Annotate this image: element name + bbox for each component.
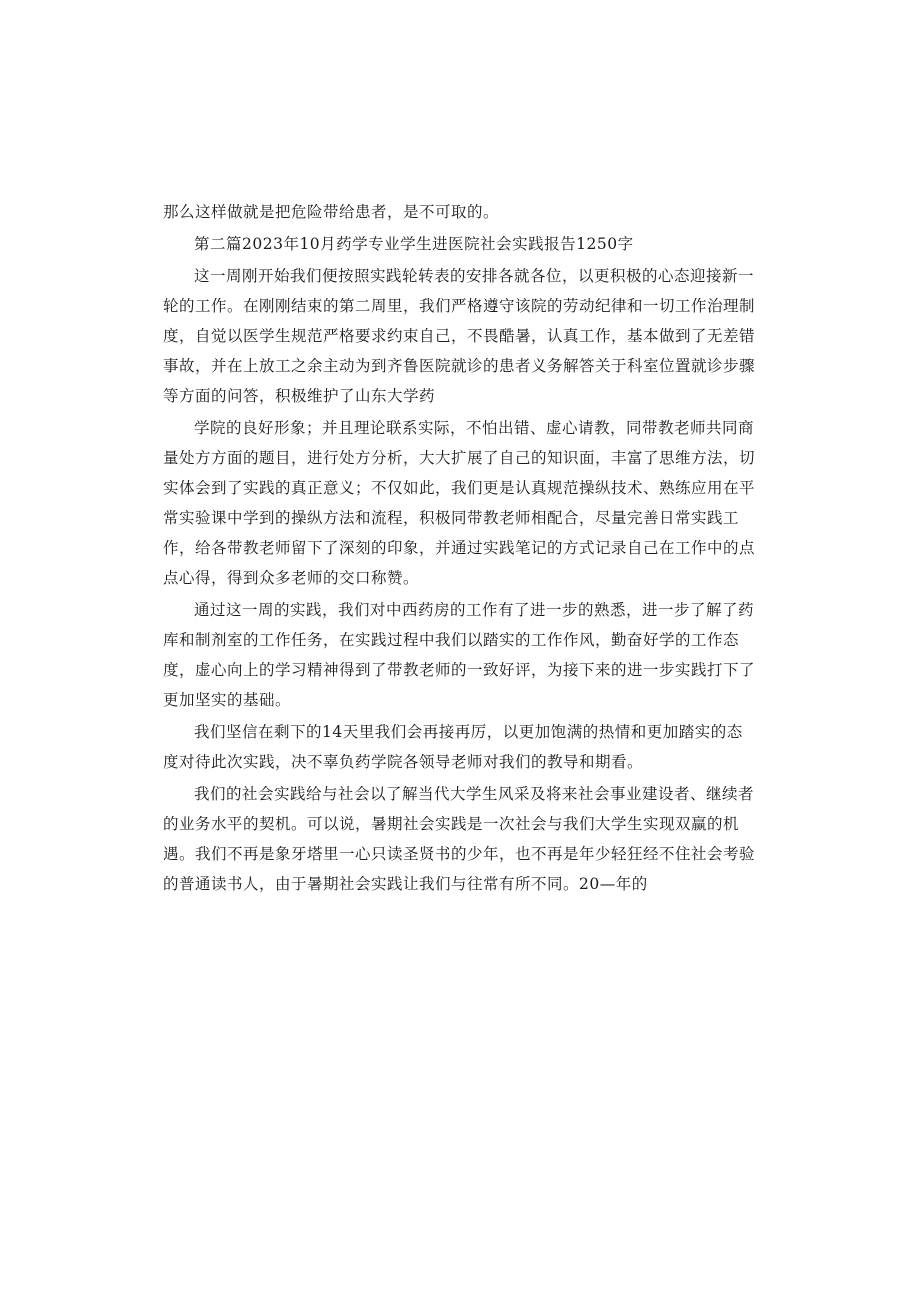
paragraph: 通过这一周的实践，我们对中西药房的工作有了进一步的熟悉，进一步了解了药库和制剂室的工作任务，在实践过程中我们以踏实的工作作风，勤奋好学的工作态度，虚心向上的学习精神得到了带教老师的一致好评，为接下来的进一步实践打下了更加坚实的基础。 — [163, 601, 756, 709]
paragraph: 我们的社会实践给与社会以了解当代大学生风采及将来社会事业建设者、继续者的业务水平的契机。可以说，暑期社会实践是一次社会与我们大学生实现双赢的机遇。我们不再是象牙塔里一心只读圣贤书的少年，也不再是年少轻狂经不住社会考验的普通读书人，由于暑期社会实践让我们与往常有所不同。20—年的 — [163, 785, 756, 893]
paragraph: 我们坚信在剩下的14天里我们会再接再厉，以更加饱满的热情和更加踏实的态度对待此次实践，决不辜负药学院各领导老师对我们的教导和期看。 — [163, 723, 743, 771]
paragraph: 学院的良好形象；并且理论联系实际，不怕出错、虚心请教，同带教老师共同商量处方方面的题目，进行处方分析，大大扩展了自己的知识面，丰富了思维方法，切实体会到了实践的真正意义；不仅如此，我们更是认真规范操纵技术、熟练应用在平常实验课中学到的操纵方法和流程，积极同带教老师相配合，尽量完善日常实践工作，给各带教老师留下了深刻的印象，并通过实践笔记的方式记录自己在工作中的点点心得，得到众多老师的交口称赞。 — [163, 419, 756, 587]
document-body — [163, 197, 755, 899]
section-heading: 第二篇2023年10月药学专业学生进医院社会实践报告1250字 — [194, 235, 634, 253]
paragraph: 这一周刚开始我们便按照实践轮转表的安排各就各位，以更积极的心态迎接新一轮的工作。在刚刚结束的第二周里，我们严格遵守该院的劳动纪律和一切工作治理制度，自觉以医学生规范严格要求约束自己，不畏酷暑，认真工作，基本做到了无差错事故，并在上放工之余主动为到齐鲁医院就诊的患者义务解答关于科室位置就诊步骤等方面的问答，积极维护了山东大学药 — [163, 267, 756, 405]
paragraph: 那么这样做就是把危险带给患者，是不可取的。 — [163, 203, 500, 221]
